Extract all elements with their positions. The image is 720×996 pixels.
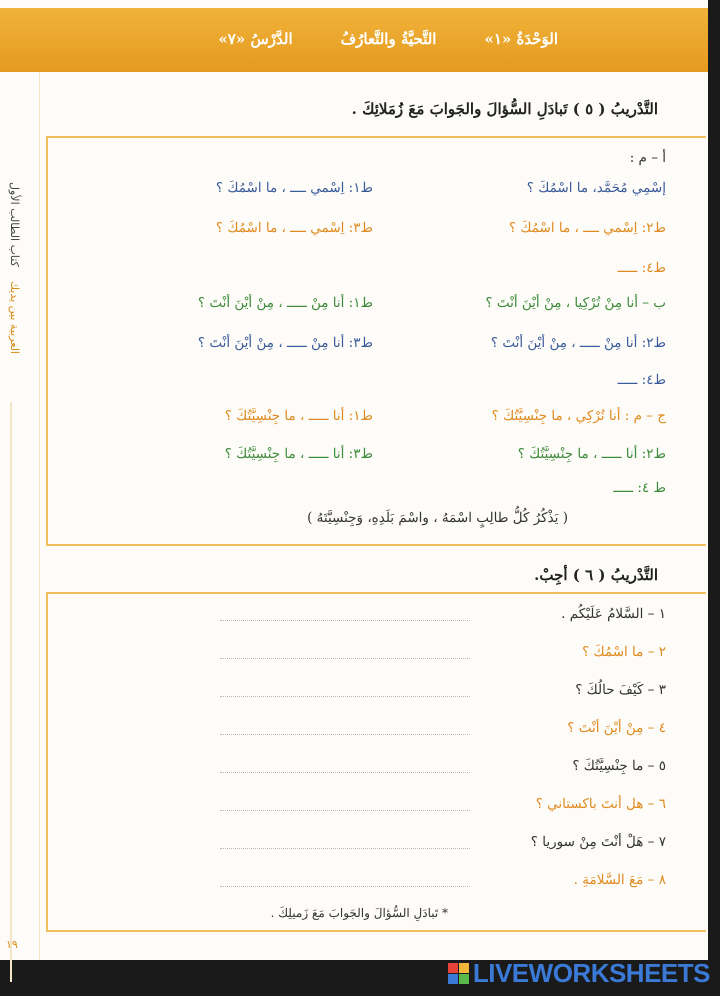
ex5-row-left: ط٣: أنا ـــــ ، ما جِنْسِيَّتُكَ ؟ bbox=[224, 446, 373, 462]
book-series: العربية بين يديك bbox=[8, 280, 21, 354]
ex5-row-right: ط٤: ـــــ bbox=[617, 372, 666, 388]
ex5-row-left: ط٣: أنا مِنْ ـــــ ، مِنْ أيْنَ أنْتَ ؟ bbox=[197, 335, 373, 351]
ex5-row-left: ط١: أنا مِنْ ـــــ ، مِنْ أيْنَ أنْتَ ؟ bbox=[197, 295, 373, 311]
answer-line[interactable] bbox=[220, 886, 470, 887]
ex5-row-right: إسْمِي مُحَمَّد، ما اسْمُكَ ؟ bbox=[526, 180, 666, 196]
answer-line[interactable] bbox=[220, 658, 470, 659]
side-book-title bbox=[8, 182, 21, 354]
ex5-row-left: ط١: أنا ـــــ ، ما جِنْسِيَّتُكَ ؟ bbox=[224, 408, 373, 424]
book-name: كتاب الطالب الأول bbox=[8, 182, 21, 267]
answer-line[interactable] bbox=[220, 772, 470, 773]
answer-line[interactable] bbox=[220, 734, 470, 735]
header-band bbox=[0, 8, 708, 72]
exercise6-title: التَّدْريبُ ( ٦ ) أجِبْ. bbox=[534, 566, 658, 584]
watermark-text: LIVEWORKSHEETS bbox=[472, 958, 710, 988]
ex5-row-right: ط ٤: ـــــ bbox=[613, 480, 666, 496]
answer-line[interactable] bbox=[220, 810, 470, 811]
ex5-row-a: أ – م : bbox=[629, 150, 666, 166]
topic-label: التَّحيَّةُ والتَّعارُفُ bbox=[340, 30, 437, 48]
liveworksheets-icon bbox=[448, 963, 469, 984]
answer-line[interactable] bbox=[220, 696, 470, 697]
answer-line[interactable] bbox=[220, 620, 470, 621]
ex6-question: ٥ – ما جِنْسِيَّتُكَ ؟ bbox=[572, 758, 666, 774]
ex5-row-left: ط٣: اِسْمي ــــ ، ما اسْمُكَ ؟ bbox=[215, 220, 373, 236]
ex6-question: ٧ – هَلْ أنْتَ مِنْ سوريا ؟ bbox=[530, 834, 666, 850]
ex6-question: ٣ – كَيْفَ حالُكَ ؟ bbox=[575, 682, 666, 698]
lesson-label: الدَّرْسُ «٧» bbox=[218, 30, 293, 48]
ex6-question: ٤ – مِنْ أيْنَ أنْتَ ؟ bbox=[567, 720, 666, 736]
ex5-row-right: ط٢: أنا مِنْ ـــــ ، مِنْ أيْنَ أنْتَ ؟ bbox=[490, 335, 666, 351]
side-divider bbox=[10, 402, 12, 982]
ex5-row-left: ط١: اِسْمي ــــ ، ما اسْمُكَ ؟ bbox=[215, 180, 373, 196]
ex5-row-right: ط٢: أنا ـــــ ، ما جِنْسِيَّتُكَ ؟ bbox=[517, 446, 666, 462]
exercise5-title: التَّدْريبُ ( ٥ ) تَبادَلِ السُّؤالَ والجَوابَ مَعَ زُمَلائِكَ . bbox=[351, 100, 658, 118]
ex5-row-right: ط٤: ـــــ bbox=[617, 260, 666, 276]
ex5-note: ( يَذْكُرُ كُلُّ طالِبٍ اسْمَهُ ، واسْمَ بَلَدِهِ، وَجِنْسِيَّتَهُ ) bbox=[307, 510, 568, 526]
header-titles bbox=[218, 30, 558, 48]
ex6-question: ٦ – هل أنتَ باكستاني ؟ bbox=[535, 796, 666, 812]
liveworksheets-logo bbox=[448, 958, 710, 989]
ex5-row-right: ب – أنا مِنْ تُرْكِيا ، مِنْ أيْنَ أنْتَ ؟ bbox=[485, 295, 666, 311]
page-number: ١٩ bbox=[6, 938, 18, 951]
ex5-row-right: ط٢: اِسْمي ــــ ، ما اسْمُكَ ؟ bbox=[508, 220, 666, 236]
ex5-row-right: ج – م : أنا تُرْكِي ، ما جِنْسِيَّتُكَ ؟ bbox=[491, 408, 666, 424]
ex6-footer: * تَبادَلِ السُّؤالَ والجَوابَ مَعَ زَميلِكَ . bbox=[270, 906, 448, 920]
unit-label: الوَحْدَةُ «١» bbox=[484, 30, 558, 48]
ex6-question: ١ – السَّلامُ عَلَيْكُم . bbox=[561, 606, 666, 622]
answer-line[interactable] bbox=[220, 848, 470, 849]
ex6-question: ٨ – مَعَ السَّلامَةِ . bbox=[573, 872, 666, 888]
side-strip bbox=[0, 72, 40, 960]
ex6-question: ٢ – ما اسْمُكَ ؟ bbox=[582, 644, 666, 660]
